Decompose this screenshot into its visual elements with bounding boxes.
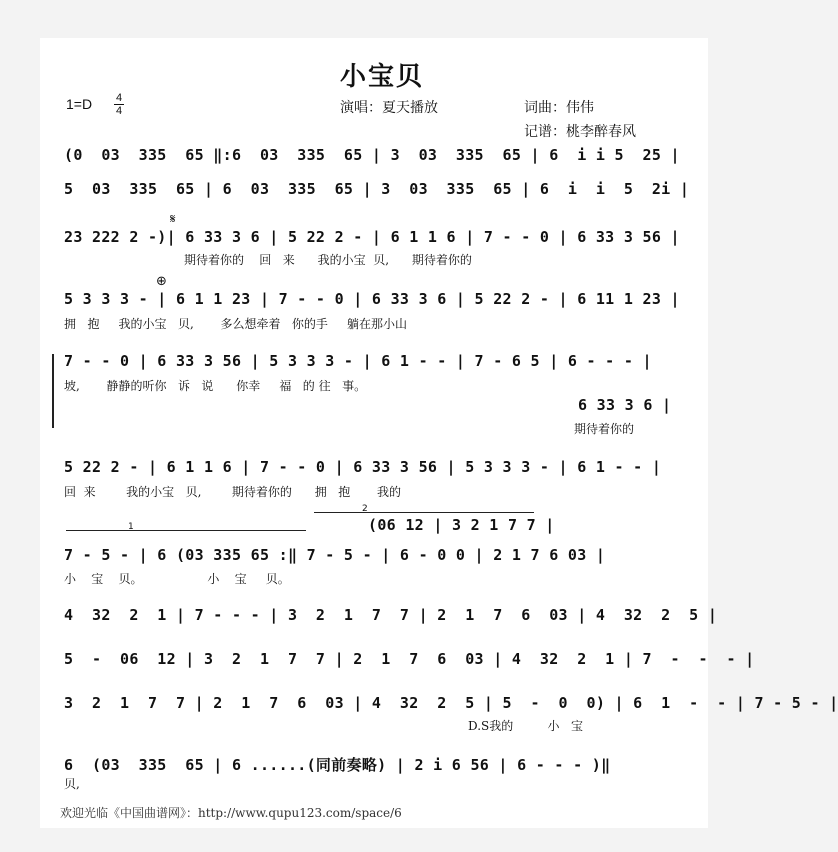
lyric-line: 拥 抱 我的小宝 贝, 多么想牵着 你的手 躺在那小山 (64, 317, 407, 331)
score-line: 23 222 2 -)| 6 33 3 6 | 5 22 2 - | 6 1 1 6 | 7 - - 0 | 6 33 3 56 | (64, 228, 680, 246)
key-signature: 1=D (66, 96, 93, 112)
score-line: 5 22 2 - | 6 1 1 6 | 7 - - 0 | 6 33 3 56 | 5 3 3 3 - | 6 1 - - | (64, 458, 662, 476)
volta-bracket-first (66, 530, 306, 537)
segno-icon: 𝄋 (170, 212, 176, 227)
footer-link[interactable]: 欢迎光临《中国曲谱网》：http://www.qupu123.com/space/6 (60, 806, 402, 820)
volta-label-second: 2 (362, 504, 368, 514)
song-title: 小宝贝 (340, 62, 425, 92)
score-line: 5 3 3 3 - | 6 1 1 23 | 7 - - 0 | 6 33 3 6 | 5 22 2 - | 6 11 1 23 | (64, 290, 680, 308)
lyric-line: 期待着你的 (574, 422, 635, 436)
composer-credit: 词曲：伟伟 (524, 100, 594, 116)
score-line: 5 - 06 12 | 3 2 1 7 7 | 2 1 7 6 03 | 4 32 2 1 | 7 - - - | (64, 650, 755, 668)
lyric-line: D.S我的 小 宝 (468, 719, 584, 733)
lyric-line: 期待着你的 回 来 我的小宝 贝, 期待着你的 (184, 253, 472, 267)
lyric-line: 小 宝 贝。 小 宝 贝。 (64, 572, 290, 586)
repeat-brace (52, 354, 62, 428)
score-line: 4 32 2 1 | 7 - - - | 3 2 1 7 7 | 2 1 7 6 03 | 4 32 2 5 | (64, 606, 718, 624)
lyric-line: 回 来 我的小宝 贝, 期待着你的 拥 抱 我的 (64, 485, 401, 499)
singer-credit: 演唱：夏天播放 (340, 100, 438, 116)
time-signature-bottom: 4 (115, 105, 123, 117)
coda-icon: ⊕ (156, 274, 167, 289)
score-line: (06 12 | 3 2 1 7 7 | (368, 516, 555, 534)
score-line: 6 (03 335 65 | 6 ......(同前奏略) | 2 i 6 56 | 6 - - - )‖ (64, 756, 611, 774)
volta-label-first: 1 (128, 522, 134, 532)
score-line: 7 - - 0 | 6 33 3 56 | 5 3 3 3 - | 6 1 - - | 7 - 6 5 | 6 - - - | (64, 352, 652, 370)
score-line: 5 03 335 65 | 6 03 335 65 | 3 03 335 65 | 6 i i 5 2i | (64, 180, 690, 198)
time-signature-top: 4 (115, 92, 123, 104)
lyric-line: 贝, (64, 777, 80, 791)
score-line: 3 2 1 7 7 | 2 1 7 6 03 | 4 32 2 5 | 5 - 0 0) | 6 1 - - | 7 - 5 - | (64, 694, 838, 712)
lyric-line: 坡, 静静的听你 诉 说 你幸 福 的 往 事。 (64, 379, 367, 393)
time-signature (114, 92, 124, 117)
score-line: (0 03 335 65 ‖:6 03 335 65 | 3 03 335 65 | 6 i i 5 25 | (64, 146, 680, 164)
score-line: 7 - 5 - | 6 (03 335 65 :‖ 7 - 5 - | 6 - 0 0 | 2 1 7 6 03 | (64, 546, 606, 564)
transcriber-credit: 记谱：桃李醉春风 (524, 124, 636, 140)
score-line: 6 33 3 6 | (578, 396, 672, 414)
